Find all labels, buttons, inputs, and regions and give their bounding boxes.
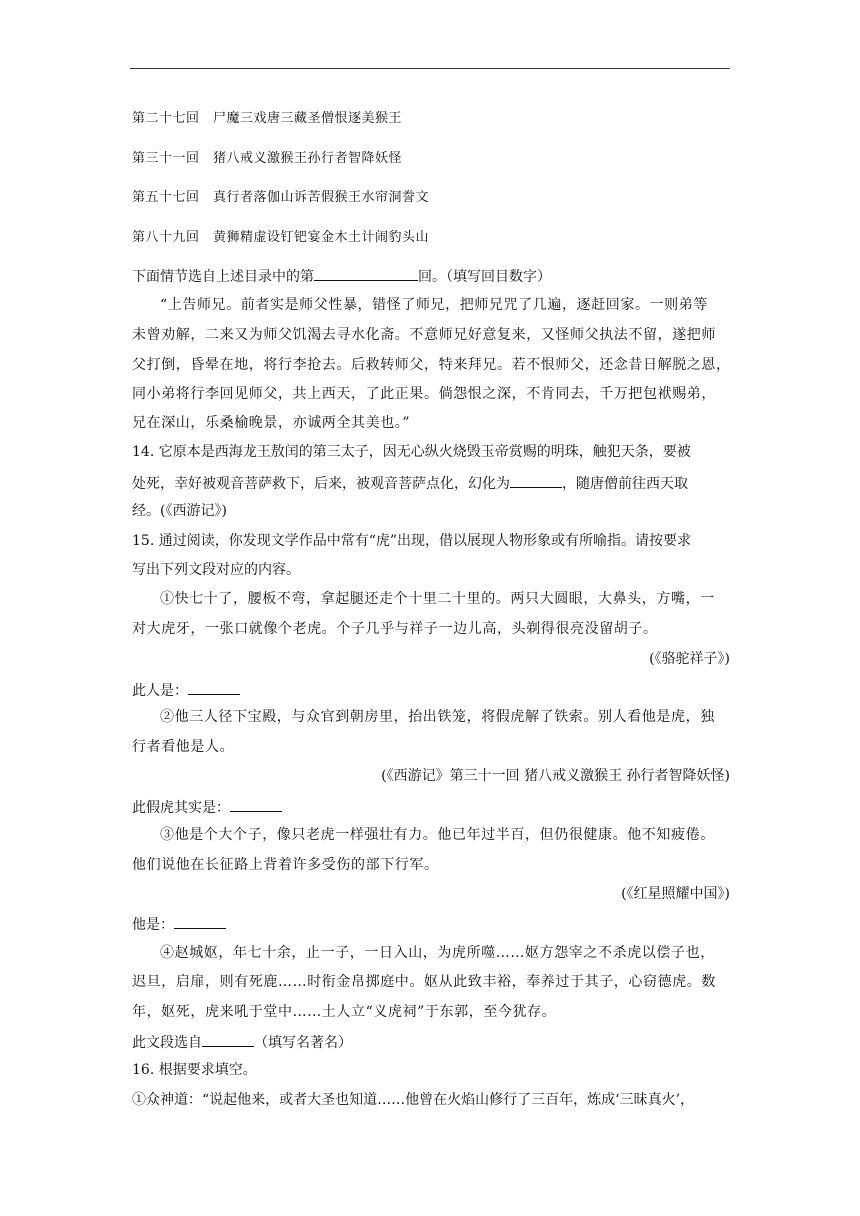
q14-line: 14. 它原本是西海龙王敖闰的第三太子，因无心纵火烧毁玉帝赏赐的明珠，触犯天条，要被 xyxy=(132,444,691,460)
header-rule xyxy=(130,68,730,69)
q15-p2-ask xyxy=(132,797,282,817)
q14-answer-blank[interactable] xyxy=(510,473,562,488)
q15-p4-line: 年，妪死，虎来吼于堂中……土人立“义虎祠”于东郭，至今犹存。 xyxy=(132,1004,557,1020)
q15-p1-ask xyxy=(132,680,240,700)
q15-p1-line: 对大虎牙，一张口就像个老虎。个子几乎与祥子一边儿高，头剃得很亮没留胡子。 xyxy=(132,621,658,637)
q15-p3-answer-blank[interactable] xyxy=(174,914,226,929)
q15-p1-answer-blank[interactable] xyxy=(188,680,240,695)
q15-p1-line: ①快七十了，腰板不弯，拿起腿还走个十里二十里的。两只大圆眼，大鼻头，方嘴，一 xyxy=(160,591,715,607)
q15-p4-line: 迟旦，启扉，则有死鹿……时衔金帛掷庭中。妪从此致丰裕，奉养过于其子，心窃德虎。数 xyxy=(132,974,716,990)
q15-p2-answer-blank[interactable] xyxy=(230,797,282,812)
quote-line: 父打倒，昏晕在地，将行李抢去。后救转师父，特来拜兄。若不恨师父，还念昔日解脱之恩， xyxy=(132,357,731,373)
q15-p4-ask-text: 此文段选自 xyxy=(132,1035,202,1051)
q15-p3-line: ③他是个大个子，像只老虎一样强壮有力。他已年过半百，但仍很健康。他不知疲倦。 xyxy=(160,827,715,843)
q15-p1-source: (《骆驼祥子》) xyxy=(649,651,730,667)
q15-p4-answer-blank[interactable] xyxy=(202,1032,254,1047)
q15-p2-ask-text: 此假虎其实是： xyxy=(132,800,230,816)
q13-prompt xyxy=(132,266,551,286)
toc-item: 第五十七回 真行者落伽山诉苦假猴王水帘洞誊文 xyxy=(132,190,430,205)
q15-p3-ask-text: 他是： xyxy=(132,917,174,933)
q15-p2-line: ②他三人径下宝殿，与众官到朝房里，抬出铁笼，将假虎解了铁索。别人看他是虎，独 xyxy=(160,709,715,725)
q15-p2-source: (《西游记》第三十一回 猪八戒义激猴王 孙行者智降妖怪) xyxy=(381,768,730,784)
q14-line xyxy=(132,473,688,493)
q15-intro: 15. 通过阅读，你发现文学作品中常有“虎”出现，借以展现人物形象或有所喻指。请按要求 xyxy=(132,533,692,549)
q14-text: ，随唐僧前往西天取 xyxy=(562,476,688,492)
q13-answer-blank[interactable] xyxy=(314,266,418,281)
q14-text: 处死，幸好被观音菩萨救下，后来，被观音菩萨点化，幻化为 xyxy=(132,476,510,492)
q15-p4-line: ④赵城妪，年七十余，止一子，一日入山，为虎所噬……妪方怨宰之不杀虎以偿子也， xyxy=(160,945,715,961)
toc-item: 第八十九回 黄狮精虚设钉钯宴金木土计闹豹头山 xyxy=(132,230,430,245)
q13-prompt-after: 回。（填写回目数字） xyxy=(418,269,551,285)
q14-line: 经。(《西游记》) xyxy=(132,503,227,519)
quote-line: 同小弟将行李回见师父，共上西天，了此正果。倘怨恨之深，不肯同去，千万把包袱赐弟， xyxy=(132,386,716,402)
q15-p3-source: (《红星照耀中国》) xyxy=(621,886,730,902)
toc-item: 第三十一回 猪八戒义激猴王孙行者智降妖怪 xyxy=(132,151,403,166)
q15-p4-ask xyxy=(132,1032,352,1052)
quote-line: 未曾劝解，二来又为师父饥渴去寻水化斋。不意师兄好意复来，又怪师父执法不留，遂把师 xyxy=(132,327,716,343)
q16-title: 16. 根据要求填空。 xyxy=(132,1062,257,1078)
toc-item: 第二十七回 尸魔三戏唐三藏圣僧恨逐美猴王 xyxy=(132,111,403,126)
q15-p1-ask-text: 此人是： xyxy=(132,683,188,699)
quote-line: 兄在深山，乐桑榆晚景，亦诚两全其美也。” xyxy=(132,415,411,431)
q15-intro: 写出下列文段对应的内容。 xyxy=(132,562,300,578)
quote-line: “上告师兄。前者实是师父性暴，错怪了师兄，把师兄咒了几遍，逐赶回家。一则弟等 xyxy=(160,297,708,313)
q15-p3-line: 他们说他在长征路上背着许多受伤的部下行军。 xyxy=(132,857,439,873)
q15-p4-ask-after: （填写名著名） xyxy=(254,1035,352,1051)
q13-prompt-before: 下面情节选自上述目录中的第 xyxy=(132,269,314,285)
q15-p3-ask xyxy=(132,914,226,934)
q15-p2-line: 行者看他是人。 xyxy=(132,739,235,755)
q16-line: ①众神道：“说起他来，或者大圣也知道……他曾在火焰山修行了三百年，炼成‘三昧真火’， xyxy=(132,1092,695,1108)
